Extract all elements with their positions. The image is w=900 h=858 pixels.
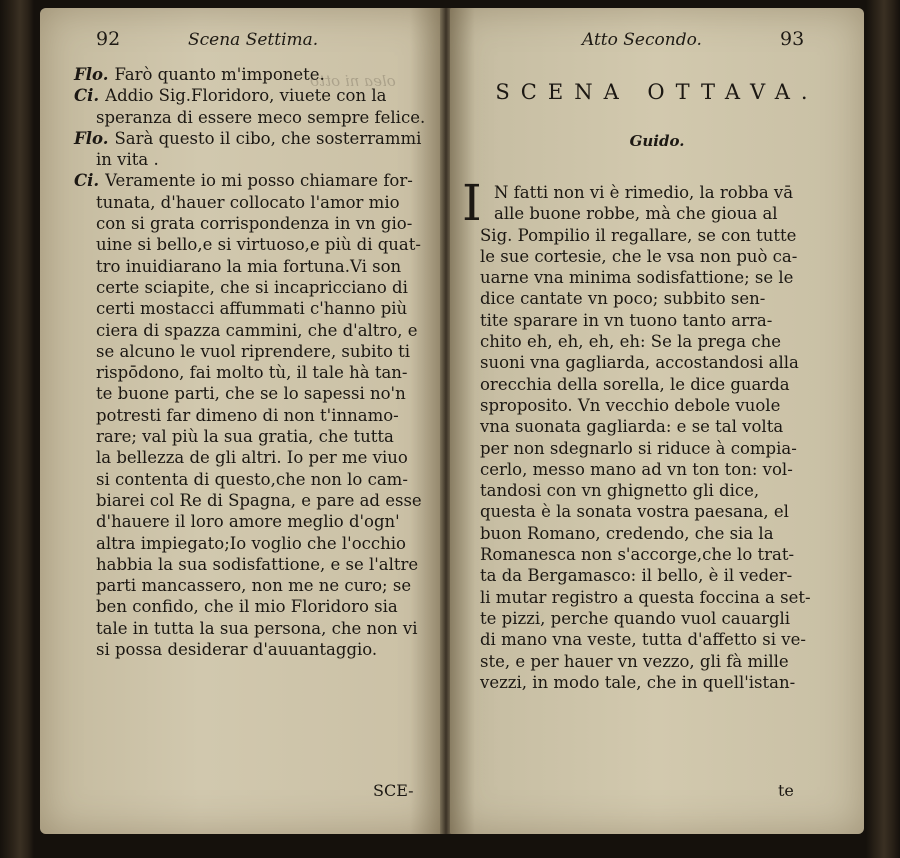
text-line [74, 85, 425, 106]
line-text: ben confido, che il mio Floridoro sia [96, 597, 398, 617]
line-text: Addio Sig.Floridoro, viuete con la [105, 86, 387, 106]
text-line [74, 107, 425, 128]
bleed-through-text: olea ni otto [310, 72, 396, 90]
speaker-label: Ci. [74, 171, 100, 191]
line-text: Sarà questo il cibo, che sosterrammi [114, 128, 422, 148]
text-line [74, 234, 425, 255]
text-line: li mutar registro a questa foccina a set- [480, 587, 811, 607]
line-text: si contenta di questo,che non lo cam- [96, 469, 408, 489]
line-text: tale in tutta la sua persona, che non vi [96, 618, 418, 638]
right-page-number: 93 [780, 28, 805, 50]
scene-speaker: Guido. [629, 132, 685, 150]
text-line: vezzi, in modo tale, che in quell'istan- [480, 672, 796, 692]
text-line [74, 341, 425, 362]
left-page [40, 8, 442, 834]
text-line [74, 213, 425, 234]
text-line: Sig. Pompilio il regallare, se con tutte [480, 225, 797, 245]
text-line [74, 256, 425, 277]
line-text: certe sciapite, che si incapricciano di [96, 277, 408, 297]
text-line [74, 128, 425, 149]
text-line: suoni vna gagliarda, accostandosi alla [480, 353, 799, 373]
text-line [74, 554, 425, 575]
text-line: per non sdegnarlo si riduce à compia- [480, 438, 797, 458]
text-line [74, 383, 425, 404]
line-text: Veramente io mi posso chiamare for- [105, 171, 413, 191]
text-line: ste, e per hauer vn vezzo, gli fà mille [480, 651, 789, 671]
text-line [74, 192, 425, 213]
text-line [74, 320, 425, 341]
line-text: tunata, d'hauer collocato l'amor mio [96, 192, 400, 212]
text-line [74, 639, 425, 660]
right-page [450, 8, 864, 834]
text-line [74, 277, 425, 298]
line-text: d'hauere il loro amore meglio d'ogn' [96, 512, 400, 532]
speaker-label: Flo. [74, 65, 109, 84]
text-line: N fatti non vi è rimedio, la robba vā [494, 183, 794, 202]
line-text: rispōdono, fai molto tù, il tale hà tan- [96, 363, 408, 383]
text-line: orecchia della sorella, le dice guarda [480, 374, 790, 394]
line-text: altra impiegato;Io voglio che l'occhio [96, 533, 406, 553]
text-line [74, 170, 425, 191]
line-text: tro inuidiarano la mia fortuna.Vi son [96, 256, 402, 276]
left-page-text [74, 64, 425, 660]
text-line: buon Romano, credendo, che sia la [480, 523, 774, 543]
text-line: tandosi con vn ghignetto gli dice, [480, 481, 760, 501]
line-text: Farò quanto m'imponete. [114, 65, 325, 84]
text-line [74, 149, 425, 170]
line-text: parti mancassero, non me ne curo; se [96, 576, 412, 596]
text-line: questa è la sonata vostra paesana, el [480, 502, 789, 522]
line-text: potresti far dimeno di non t'innamo- [96, 405, 399, 425]
text-line: tite sparare in vn tuono tanto arra- [480, 310, 773, 330]
line-text: con si grata corrispondenza in vn gio- [96, 214, 413, 234]
line-text: la bellezza de gli altri. Io per me viuo [96, 448, 408, 468]
right-catchword: te [778, 781, 794, 800]
line-text: rare; val più la sua gratia, che tutta [96, 427, 394, 447]
left-catchword: SCE- [373, 781, 414, 800]
scene-title: SCENA OTTAVA. [495, 80, 819, 104]
line-text: certi mostacci affummati c'hanno più [96, 299, 408, 319]
line-text: speranza di essere meco sempre felice. [96, 107, 426, 127]
text-line: te pizzi, perche quando vuol cauargli [480, 608, 791, 628]
text-line [74, 596, 425, 617]
line-text: in vita . [96, 150, 159, 170]
text-line [74, 447, 425, 468]
line-text: biarei col Re di Spagna, e pare ad esse [96, 490, 422, 510]
text-line: uarne vna minima sodisfattione; se le [480, 268, 794, 288]
text-line [74, 362, 425, 383]
line-text: uine si bello,e si virtuoso,e più di quat- [96, 235, 421, 255]
line-text: se alcuno le vuol riprendere, subito ti [96, 341, 411, 361]
line-text: ciera di spazza cammini, che d'altro, e [96, 320, 418, 340]
speaker-label: Ci. [74, 86, 100, 106]
text-line: le sue cortesie, che le vsa non può ca- [480, 246, 798, 266]
speaker-label: Flo. [74, 128, 109, 148]
text-line [74, 64, 425, 85]
text-line: alle buone robbe, mà che gioua al [494, 204, 778, 224]
line-text: si possa desiderar d'auuantaggio. [96, 640, 378, 660]
line-text: te buone parti, che se lo sapessi no'n [96, 384, 406, 404]
text-line: ta da Bergamasco: il bello, è il veder- [480, 566, 793, 586]
left-page-number: 92 [96, 28, 121, 50]
text-line: chito eh, eh, eh, eh: Se la prega che [480, 332, 781, 352]
right-page-text [470, 182, 811, 693]
right-running-head: Atto Secondo. [582, 30, 702, 50]
text-line: cerlo, messo mano ad vn ton ton: vol- [480, 459, 793, 479]
text-line [74, 618, 425, 639]
text-line: vna suonata gagliarda: e se tal volta [480, 417, 784, 437]
text-line [74, 298, 425, 319]
left-running-head: Scena Settima. [188, 30, 319, 50]
text-line [74, 533, 425, 554]
drop-cap: I [462, 174, 482, 232]
text-line [74, 405, 425, 426]
text-line: di mano vna veste, tutta d'affetto si ve- [480, 630, 806, 650]
text-line [74, 511, 425, 532]
text-line: sproposito. Vn vecchio debole vuole [480, 395, 781, 415]
text-line: Romanesca non s'accorge,che lo trat- [480, 545, 795, 565]
text-line: dice cantate vn poco; subbito sen- [480, 289, 766, 309]
line-text: habbia la sua sodisfattione, e se l'altre [96, 554, 419, 574]
text-line [74, 426, 425, 447]
text-line [74, 469, 425, 490]
text-line [74, 575, 425, 596]
text-line [74, 490, 425, 511]
